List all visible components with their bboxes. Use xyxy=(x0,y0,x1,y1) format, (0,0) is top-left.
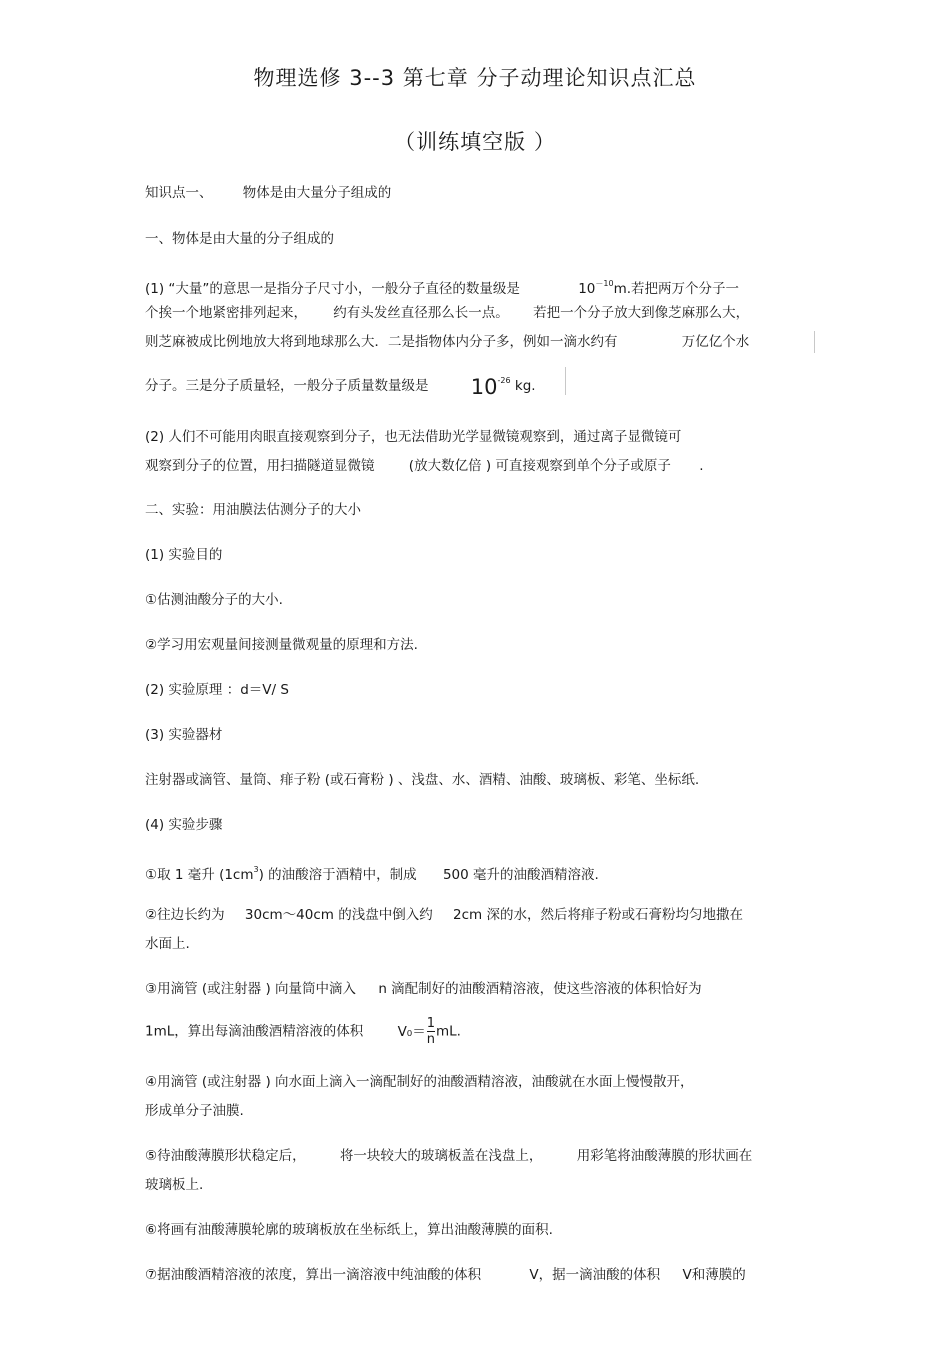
page-title: 物理选修 3--3 第七章 分子动理论知识点汇总 xyxy=(253,66,697,90)
text-run: ③用滴管 (或注射器 ) 向量筒中滴入 xyxy=(145,981,357,997)
page-subtitle: （训练填空版 ） xyxy=(394,130,556,154)
text-run: ②往边长约为 xyxy=(145,907,225,923)
step-4-line-1: ④用滴管 (或注射器 ) 向水面上滴入一滴配制好的油酸酒精溶液，油酸就在水面上慢慢散开， xyxy=(145,1074,694,1090)
text-run: 将一块较大的玻璃板盖在浅盘上， xyxy=(339,1148,543,1164)
knowledge-point-heading xyxy=(145,184,391,202)
fraction xyxy=(427,1016,435,1047)
paragraph-2-line-1: (2) 人们不可能用肉眼直接观察到分子，也无法借助光学显微镜观察到，通过离子显微镜可 xyxy=(145,429,682,445)
text-run: 500 毫升的油酸酒精溶液. xyxy=(442,867,599,883)
step-2-line-2: 水面上. xyxy=(145,936,190,952)
text-run: ⑦据油酸酒精溶液的浓度，算出一滴溶液中纯油酸的体积 xyxy=(145,1267,482,1283)
text-run: ⑤待油酸薄膜形状稳定后， xyxy=(145,1148,306,1164)
step-3-line-1 xyxy=(145,980,702,998)
text-run: 用彩笔将油酸薄膜的形状画在 xyxy=(576,1148,753,1164)
text-run: 10 xyxy=(578,281,596,297)
text-run: 2cm 深的水，然后将痱子粉或石膏粉均匀地撒在 xyxy=(453,907,743,923)
experiment-equipment-heading: (3) 实验器材 xyxy=(145,727,223,743)
text-run: 个挨一个地紧密排列起来， xyxy=(145,305,307,321)
step-2-line-1 xyxy=(145,906,743,924)
text-run: V和薄膜的 xyxy=(682,1267,746,1283)
experiment-equipment: 注射器或滴管、量筒、痱子粉 (或石膏粉 ) 、浅盘、水、酒精、油酸、玻璃板、彩笔、坐标纸. xyxy=(145,772,700,788)
text-run: 分子。三是分子质量轻，一般分子质量数量级是 xyxy=(145,378,429,394)
section-heading-2: 二、实验：用油膜法估测分子的大小 xyxy=(145,502,361,518)
text-run: 万亿亿个水 xyxy=(681,334,750,350)
text-run: . xyxy=(699,458,704,474)
paragraph-1-line-3 xyxy=(145,333,749,351)
text-run: 30cm～40cm 的浅盘中倒入约 xyxy=(244,907,433,923)
text-run: 观察到分子的位置，用扫描隧道显微镜 xyxy=(145,458,375,474)
answer-blank-magnitude xyxy=(578,281,613,297)
step-3-line-2 xyxy=(145,1016,461,1047)
numerator: 1 xyxy=(426,1016,435,1031)
text-run: 则芝麻被成比例地放大将到地球那么大．二是指物体内分子多，例如一滴水约有 xyxy=(145,334,618,350)
text-run: n 滴配制好的油酸酒精溶液，使这些溶液的体积恰好为 xyxy=(378,981,702,997)
divider xyxy=(814,331,815,353)
section-heading-1: 一、物体是由大量的分子组成的 xyxy=(145,231,334,247)
experiment-goal-1: ①估测油酸分子的大小. xyxy=(145,592,283,608)
text-run: mL. xyxy=(436,1023,461,1040)
kp-number: 知识点一、 xyxy=(145,185,213,201)
text-run: ①取 1 毫升 (1cm xyxy=(145,867,254,883)
text-run: 10 xyxy=(470,375,498,399)
step-1 xyxy=(145,861,599,884)
step-5-line-1 xyxy=(145,1147,752,1165)
experiment-goal-heading: (1) 实验目的 xyxy=(145,547,223,563)
denominator: n xyxy=(426,1032,435,1047)
experiment-goal-2: ②学习用宏观量间接测量微观量的原理和方法. xyxy=(145,637,418,653)
answer-blank-mass xyxy=(470,375,511,399)
step-6: ⑥将画有油酸薄膜轮廓的玻璃板放在坐标纸上，算出油酸薄膜的面积. xyxy=(145,1222,553,1238)
experiment-principle: (2) 实验原理 ：d＝V/ S xyxy=(145,682,289,698)
experiment-steps-heading: (4) 实验步骤 xyxy=(145,817,223,833)
step-7-line-1 xyxy=(145,1266,746,1284)
text-run: m.若把两万个分子一 xyxy=(613,281,740,297)
text-run: 约有头发丝直径那么长一点。 xyxy=(333,305,509,321)
exponent: 3 xyxy=(253,865,259,874)
kp-title: 物体是由大量分子组成的 xyxy=(242,185,392,201)
divider xyxy=(565,367,566,395)
paragraph-2-line-2 xyxy=(145,457,704,475)
step-4-line-2: 形成单分子油膜. xyxy=(145,1103,244,1119)
text-run: (放大数亿倍 ) 可直接观察到单个分子或原子 xyxy=(408,458,671,474)
paragraph-1-line-4 xyxy=(145,372,536,399)
text-run: 若把一个分子放大到像芝麻那么大， xyxy=(533,305,750,321)
text-run: V，据一滴油酸的体积 xyxy=(529,1267,661,1283)
text-run: V₀＝ xyxy=(397,1023,426,1040)
text-run: 1mL，算出每滴油酸酒精溶液的体积 xyxy=(145,1023,364,1040)
paragraph-1-line-1 xyxy=(145,275,739,298)
paragraph-1-line-2 xyxy=(145,304,749,322)
exponent: -26 xyxy=(497,376,511,385)
step-5-line-2: 玻璃板上. xyxy=(145,1177,204,1193)
text-run: ) 的油酸溶于酒精中，制成 xyxy=(258,867,417,883)
text-run: kg. xyxy=(514,378,536,394)
exponent: －10 xyxy=(595,279,614,288)
text-run: (1) “大量”的意思一是指分子尺寸小，一般分子直径的数量级是 xyxy=(145,281,520,297)
